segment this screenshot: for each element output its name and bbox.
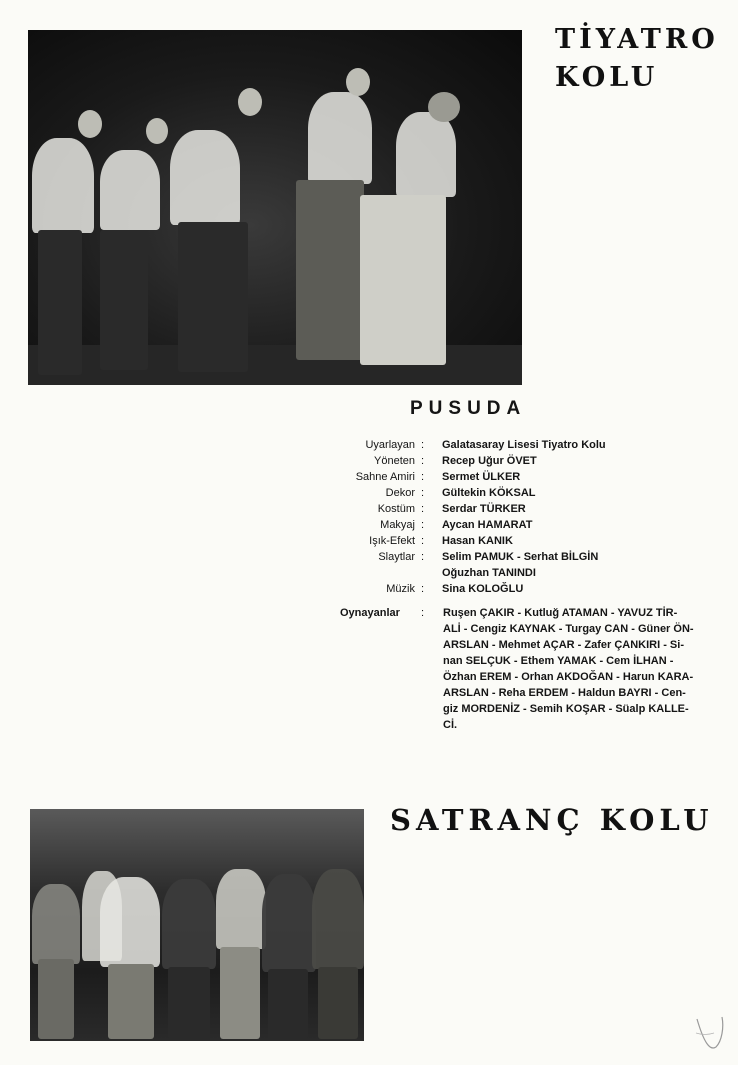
- credit-name: Oğuzhan TANINDI: [442, 567, 536, 579]
- cast-line: ALİ - Cengiz KAYNAK - Turgay CAN - Güner ÖN-: [443, 623, 694, 635]
- credit-name: Sermet ÜLKER: [442, 471, 521, 483]
- credit-separator: :: [421, 535, 425, 547]
- credit-row: [300, 453, 720, 469]
- chess-club-title: SATRANÇ KOLU: [390, 803, 714, 837]
- actor-legs: [100, 230, 148, 370]
- credit-row: [300, 501, 720, 517]
- credit-role: [300, 565, 421, 581]
- credit-separator: :: [421, 487, 425, 499]
- cast-separator: :: [421, 607, 425, 619]
- actor-head: [146, 118, 168, 144]
- credit-name: Selim PAMUK - Serhat BİLGİN: [442, 551, 599, 563]
- credit-name: Gültekin KÖKSAL: [442, 487, 536, 499]
- cast-line: nan SELÇUK - Ethem YAMAK - Cem İLHAN -: [443, 655, 674, 667]
- credit-row: [300, 549, 720, 565]
- credits-list: [300, 437, 720, 597]
- credit-role: Slaytlar: [378, 551, 415, 563]
- credit-separator: [421, 565, 442, 581]
- cast-names: [443, 605, 720, 733]
- player-legs: [38, 959, 74, 1039]
- credit-separator: :: [421, 471, 425, 483]
- actor-figure: [308, 92, 372, 184]
- credit-separator: :: [421, 551, 425, 563]
- cast-label: Oynayanlar: [340, 607, 400, 619]
- credit-name: Galatasaray Lisesi Tiyatro Kolu: [442, 439, 606, 451]
- actor-legs: [178, 222, 248, 372]
- player-figure: [32, 884, 80, 964]
- cast-line: Özhan EREM - Orhan AKDOĞAN - Harun KARA-: [443, 671, 694, 683]
- player-figure: [162, 879, 216, 969]
- actor-figure: [100, 150, 160, 230]
- actor-figure: [396, 112, 456, 197]
- handwritten-mark: [694, 1013, 728, 1053]
- actor-legs: [38, 230, 82, 375]
- actor-legs: [360, 195, 446, 365]
- actor-head: [238, 88, 262, 116]
- credit-role: Dekor: [385, 487, 415, 499]
- credit-row: [300, 581, 720, 597]
- cast-line: Cİ.: [443, 719, 458, 731]
- credit-separator: :: [421, 455, 425, 467]
- credit-role: Makyaj: [380, 519, 415, 531]
- credit-role: Yöneten: [374, 455, 415, 467]
- cast-line: ARSLAN - Reha ERDEM - Haldun BAYRI - Cen-: [443, 687, 686, 699]
- credit-role: Işık-Efekt: [369, 535, 415, 547]
- cast-block: [340, 605, 720, 733]
- credit-role: Sahne Amiri: [355, 471, 415, 483]
- credit-row: [300, 485, 720, 501]
- credit-separator: :: [421, 439, 425, 451]
- credit-name: Recep Uğur ÖVET: [442, 455, 537, 467]
- theatre-club-title-line1: TİYATRO: [555, 24, 719, 55]
- play-title: PUSUDA: [410, 398, 527, 419]
- credit-role: Uyarlayan: [365, 439, 415, 451]
- player-legs: [318, 967, 358, 1039]
- credit-name: Serdar TÜRKER: [442, 503, 526, 515]
- credit-name: Hasan KANIK: [442, 535, 513, 547]
- player-legs: [268, 969, 308, 1039]
- player-legs: [220, 947, 260, 1039]
- player-figure: [100, 877, 160, 967]
- credit-separator: :: [421, 503, 425, 515]
- credit-separator: :: [421, 583, 425, 595]
- credit-name: Sina KOLOĞLU: [442, 583, 524, 595]
- actor-legs: [296, 180, 364, 360]
- credit-name: Aycan HAMARAT: [442, 519, 533, 531]
- actor-figure: [32, 138, 94, 233]
- player-legs: [108, 964, 154, 1039]
- theatre-club-photo: [28, 30, 522, 385]
- actor-figure: [170, 130, 240, 225]
- credit-row: [300, 533, 720, 549]
- theatre-club-title-line2: KOLU: [555, 62, 659, 93]
- credit-row: [300, 517, 720, 533]
- actor-head: [78, 110, 102, 138]
- player-figure: [262, 874, 316, 972]
- credit-role: Müzik: [386, 583, 415, 595]
- credit-role: Kostüm: [377, 503, 415, 515]
- player-figure: [312, 869, 364, 969]
- cast-line: Ruşen ÇAKIR - Kutluğ ATAMAN - YAVUZ TİR-: [443, 607, 678, 619]
- player-figure: [216, 869, 266, 949]
- credit-row: [300, 565, 720, 581]
- actor-head: [346, 68, 370, 96]
- chess-club-photo: [30, 809, 364, 1041]
- credit-separator: :: [421, 519, 425, 531]
- actor-head: [428, 92, 460, 122]
- credit-row: [300, 437, 720, 453]
- player-legs: [168, 967, 210, 1039]
- cast-line: ARSLAN - Mehmet AÇAR - Zafer ÇANKIRI - Si-: [443, 639, 684, 651]
- cast-line: giz MORDENİZ - Semih KOŞAR - Süalp KALLE-: [443, 703, 689, 715]
- credit-row: [300, 469, 720, 485]
